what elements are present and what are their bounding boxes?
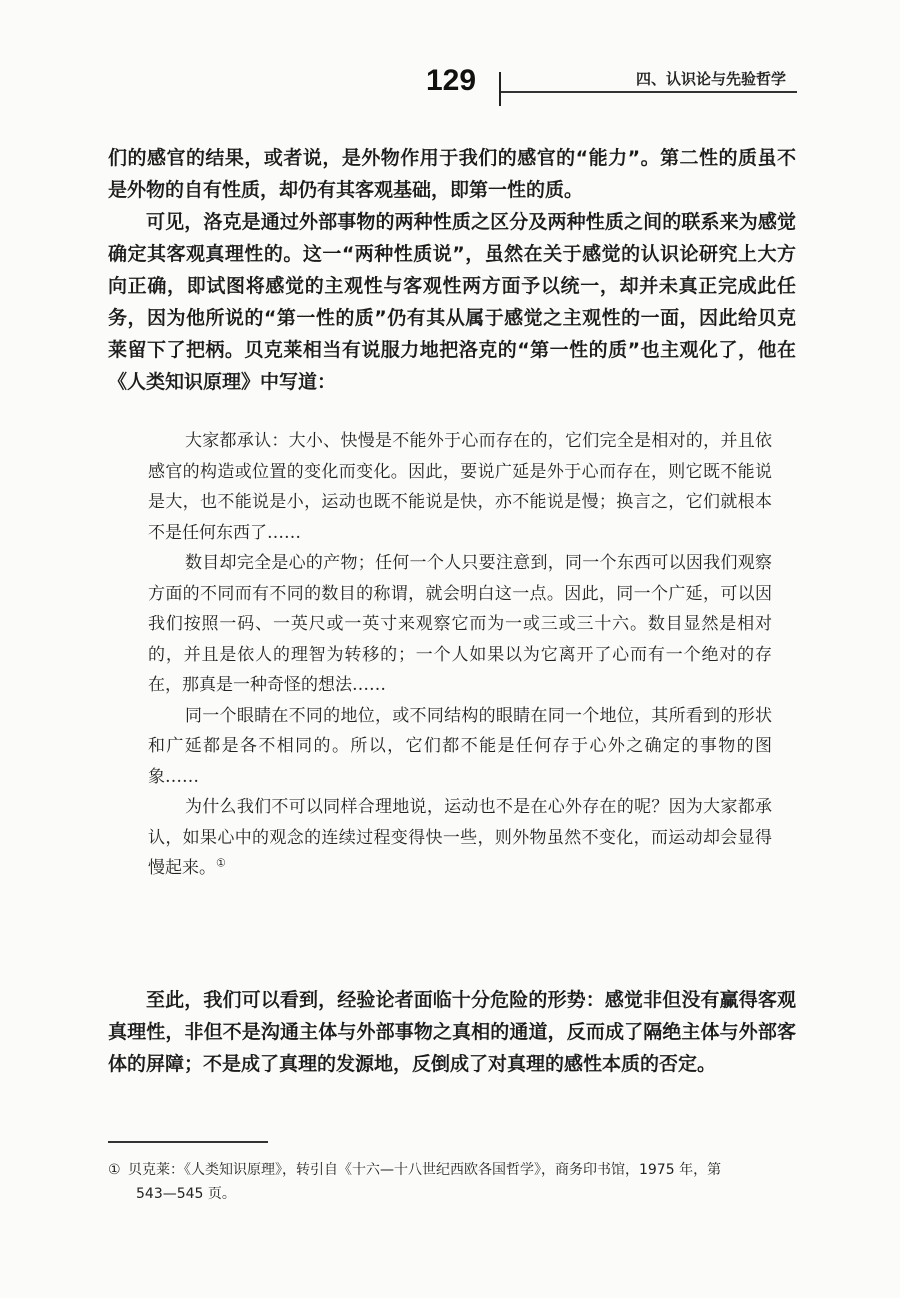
footnote-mark: ① <box>108 1162 121 1178</box>
body-text-top <box>108 142 796 398</box>
paragraph-continued: 们的感官的结果，或者说，是外物作用于我们的感官的“能力”。第二性的质虽不是外物的自有性质，却仍有其客观基础，即第一性的质。 <box>108 147 796 201</box>
quote-paragraph-4-text: 为什么我们不可以同样合理地说，运动也不是在心外存在的呢？因为大家都承认，如果心中的观念的连续过程变得快一些，则外物虽然不变化，而运动却会显得慢起来。 <box>148 797 772 878</box>
footnote-citation: 贝克莱：《人类知识原理》，转引自《十六—十八世纪西欧各国哲学》，商务印书馆，1975 年，第 <box>128 1162 722 1178</box>
quote-paragraph-3: 同一个眼睛在不同的地位，或不同结构的眼睛在同一个地位，其所看到的形状和广延都是各不相同的。所以，它们都不能是任何存于心外之确定的事物的图象…… <box>148 705 772 787</box>
footnote <box>108 1158 796 1206</box>
footnote-line-1 <box>108 1158 796 1182</box>
block-quote <box>148 426 772 884</box>
page-number: 129 <box>426 64 477 97</box>
paragraph-conclusion: 至此，我们可以看到，经验论者面临十分危险的形势：感觉非但没有赢得客观真理性，非但不是沟通主体与外部事物之真相的通道，反而成了隔绝主体与外部客体的屏障；不是成了真理的发源地，反倒成了对真理的感性本质的否定。 <box>108 989 796 1075</box>
body-text-bottom <box>108 984 796 1080</box>
paragraph-locke: 可见，洛克是通过外部事物的两种性质之区分及两种性质之间的联系来为感觉确定其客观真理性的。这一“两种性质说”，虽然在关于感觉的认识论研究上大方向正确，即试图将感觉的主观性与客观性两方面予以统一，却并未真正完成此任务，因为他所说的“第一性的质”仍有其从属于感觉之主观性的一面，因此给贝克莱留下了把柄。贝克莱相当有说服力地把洛克的“第一性的质”也主观化了，他在《人类知识原理》中写道： <box>108 211 796 393</box>
footnote-rule <box>108 1141 268 1143</box>
quote-paragraph-2: 数目却完全是心的产物；任何一个人只要注意到，同一个东西可以因我们观察方面的不同而有不同的数目的称谓，就会明白这一点。因此，同一个广延，可以因我们按照一码、一英尺或一英寸来观察它而为一或三或三十六。数目显然是相对的，并且是依人的理智为转移的；一个人如果以为它离开了心而有一个绝对的存在，那真是一种奇怪的想法…… <box>148 553 772 695</box>
running-head: 四、认识论与先验哲学 <box>636 70 787 88</box>
header-divider-vertical <box>499 72 501 106</box>
header-rule <box>501 91 797 93</box>
footnote-line-2: 543—545 页。 <box>136 1186 236 1202</box>
quote-paragraph-4 <box>148 792 772 884</box>
footnote-reference[interactable]: ① <box>216 856 226 870</box>
quote-paragraph-1: 大家都承认：大小、快慢是不能外于心而存在的，它们完全是相对的，并且依感官的构造或位置的变化而变化。因此，要说广延是外于心而存在，则它既不能说是大，也不能说是小，运动也既不能说是快，亦不能说是慢；换言之，它们就根本不是任何东西了…… <box>148 431 772 543</box>
